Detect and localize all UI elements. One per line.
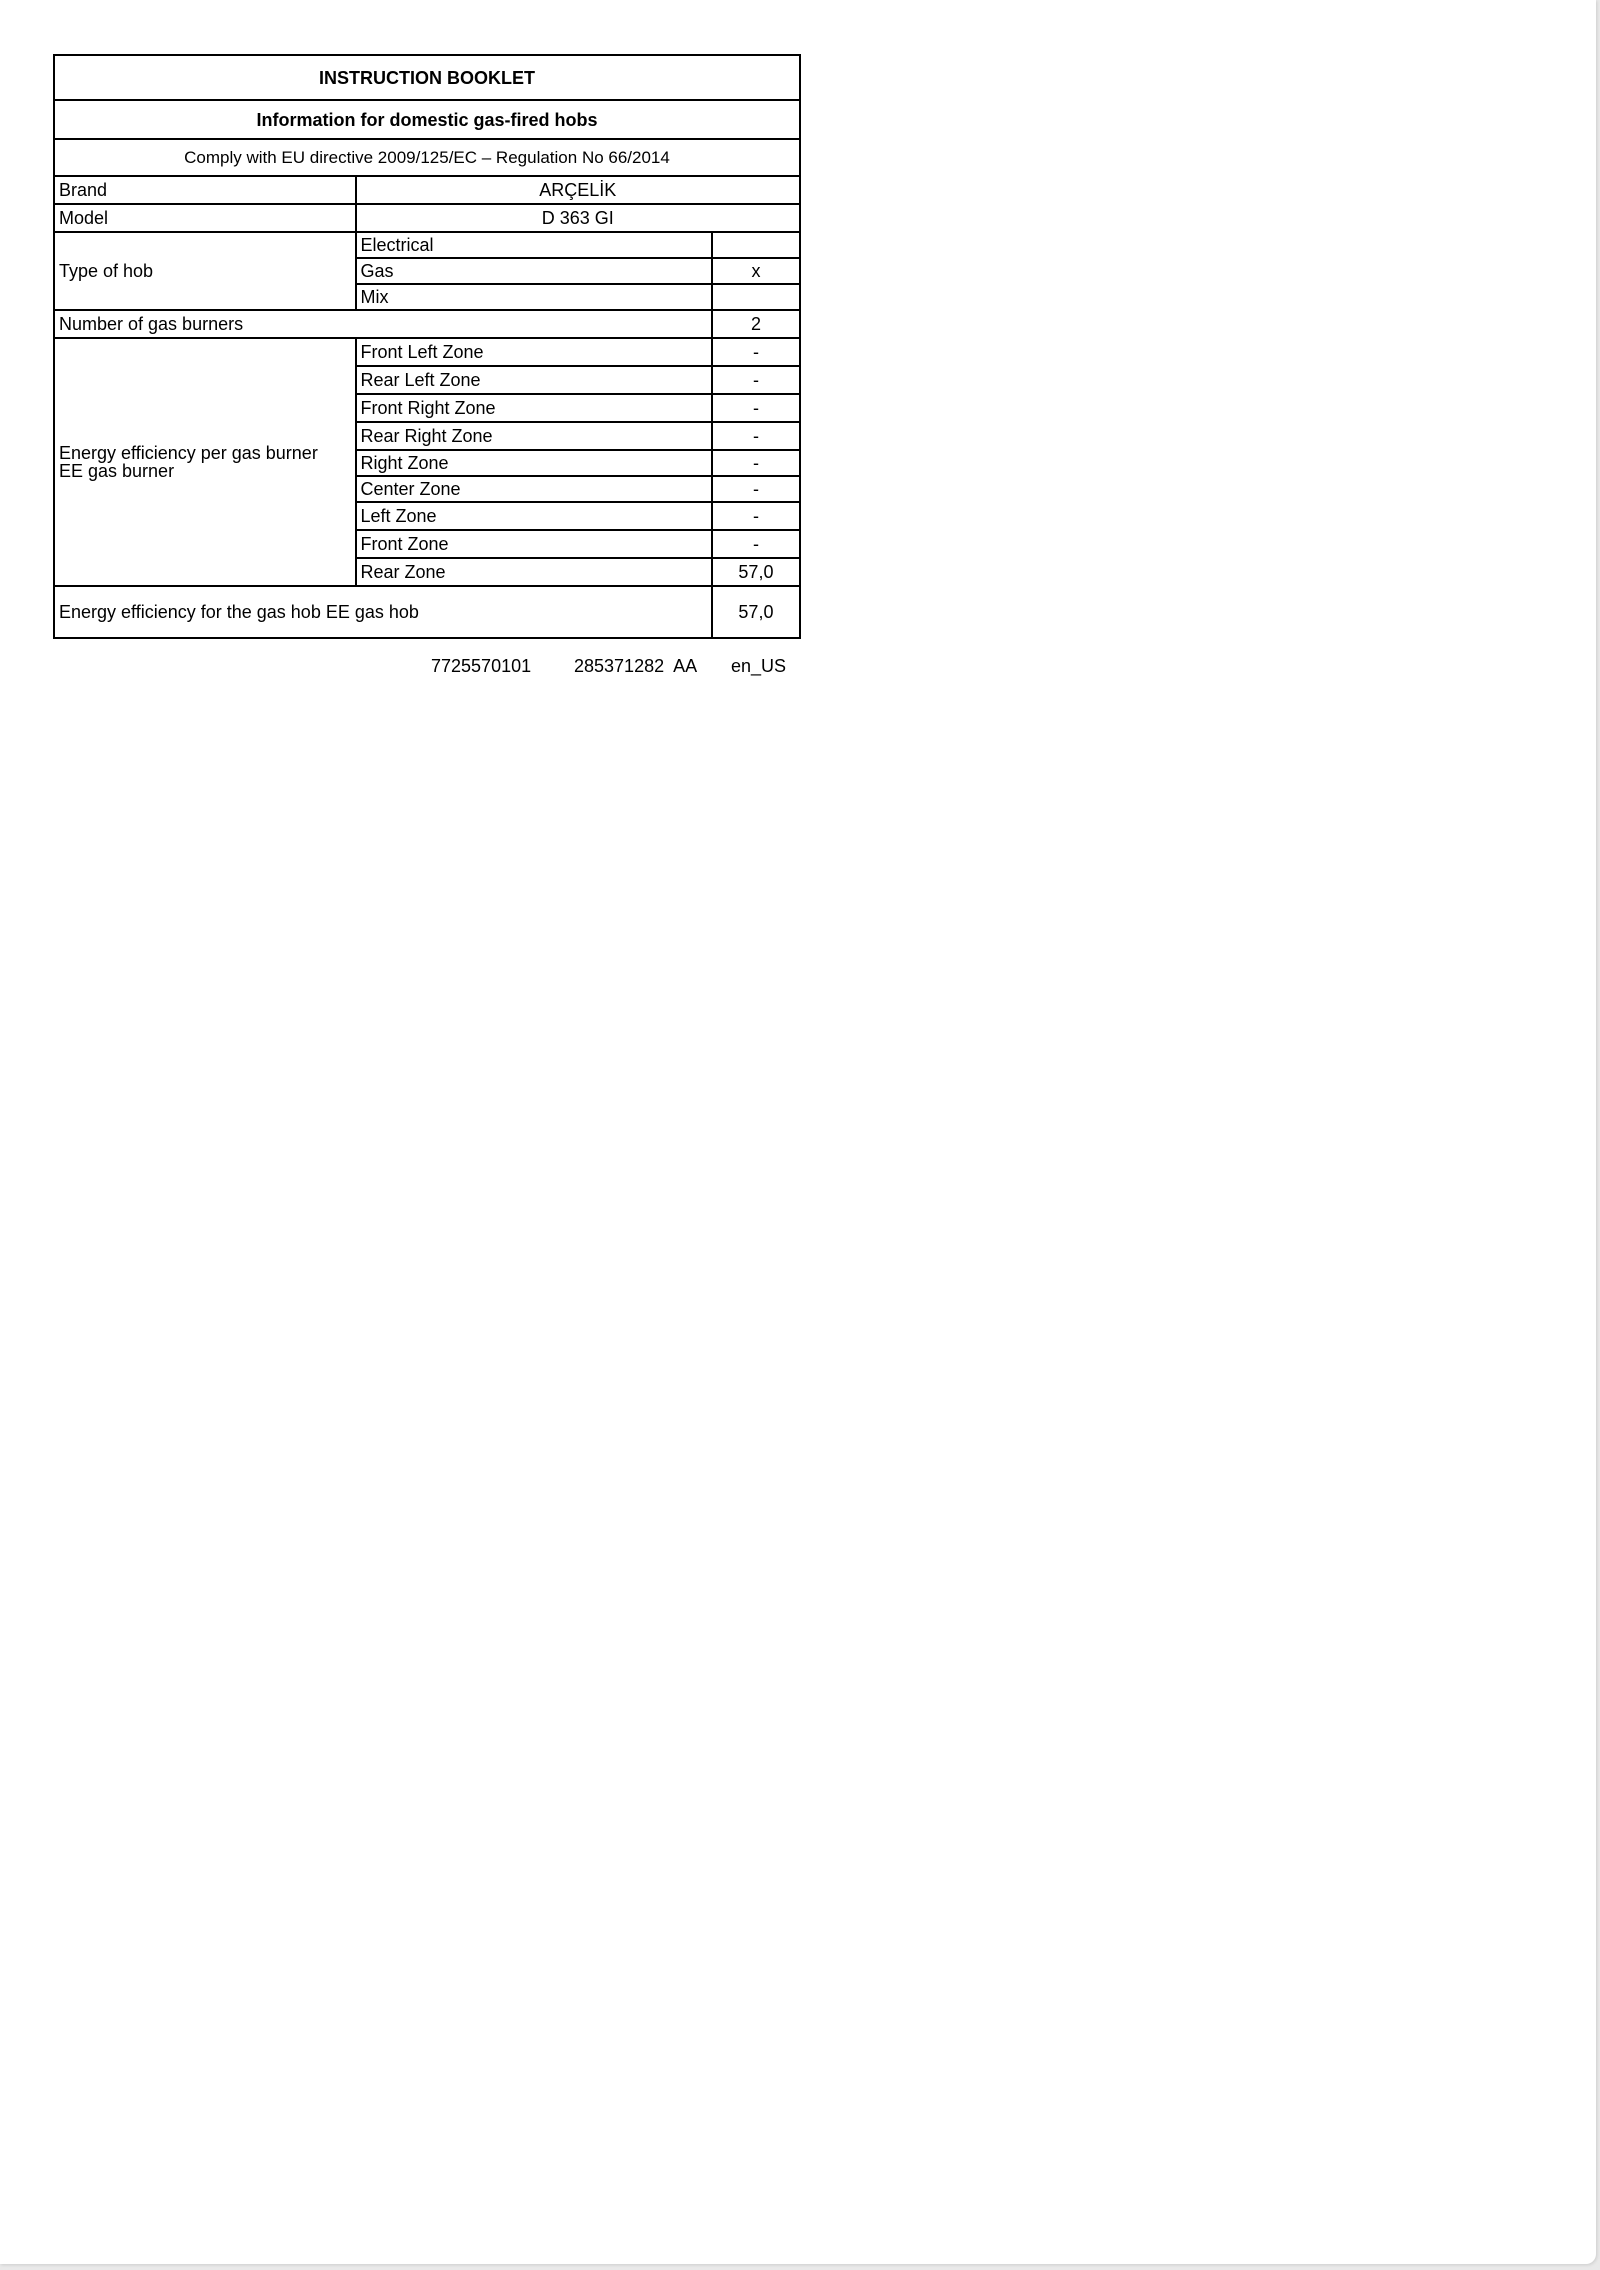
brand-label: Brand [54, 176, 356, 204]
hob-type-option: Electrical [356, 232, 712, 258]
hob-type-option: Gas [356, 258, 712, 284]
zone-value: - [712, 338, 800, 366]
zone-name: Front Right Zone [356, 394, 712, 422]
hob-efficiency-value: 57,0 [712, 586, 800, 638]
directive-text: Comply with EU directive 2009/125/EC – Regulation No 66/2014 [54, 139, 800, 176]
hob-information-table [53, 54, 801, 639]
brand-value: ARÇELİK [356, 176, 801, 204]
hob-type-mark [712, 232, 800, 258]
zone-value: - [712, 502, 800, 530]
zone-name: Center Zone [356, 476, 712, 502]
zone-name: Rear Right Zone [356, 422, 712, 450]
zone-value: - [712, 366, 800, 394]
booklet-title: INSTRUCTION BOOKLET [54, 55, 800, 100]
hob-type-mark [712, 284, 800, 310]
zone-value: - [712, 450, 800, 476]
zone-name: Left Zone [356, 502, 712, 530]
zone-name: Rear Left Zone [356, 366, 712, 394]
zone-value: - [712, 476, 800, 502]
hob-type-mark: x [712, 258, 800, 284]
zone-value: 57,0 [712, 558, 800, 586]
zone-name: Rear Zone [356, 558, 712, 586]
zone-value: - [712, 394, 800, 422]
model-label: Model [54, 204, 356, 232]
footer-locale: en_US [731, 656, 787, 676]
hob-type-label: Type of hob [54, 232, 356, 310]
zone-value: - [712, 530, 800, 558]
zone-name: Front Left Zone [356, 338, 712, 366]
footer-code: 7725570101 [431, 656, 532, 676]
booklet-subtitle: Information for domestic gas-fired hobs [54, 100, 800, 139]
burners-label: Number of gas burners [54, 310, 712, 338]
burner-efficiency-label-line2: EE gas burner [59, 461, 175, 481]
model-value: D 363 GI [356, 204, 801, 232]
footer-part-number: 285371282 AA [574, 656, 698, 676]
hob-type-option: Mix [356, 284, 712, 310]
burner-efficiency-label [54, 338, 356, 586]
zone-value: - [712, 422, 800, 450]
hob-efficiency-label: Energy efficiency for the gas hob EE gas hob [54, 586, 712, 638]
burner-efficiency-label-line1: Energy efficiency per gas burner [59, 443, 318, 463]
zone-name: Front Zone [356, 530, 712, 558]
zone-name: Right Zone [356, 450, 712, 476]
burners-value: 2 [712, 310, 800, 338]
